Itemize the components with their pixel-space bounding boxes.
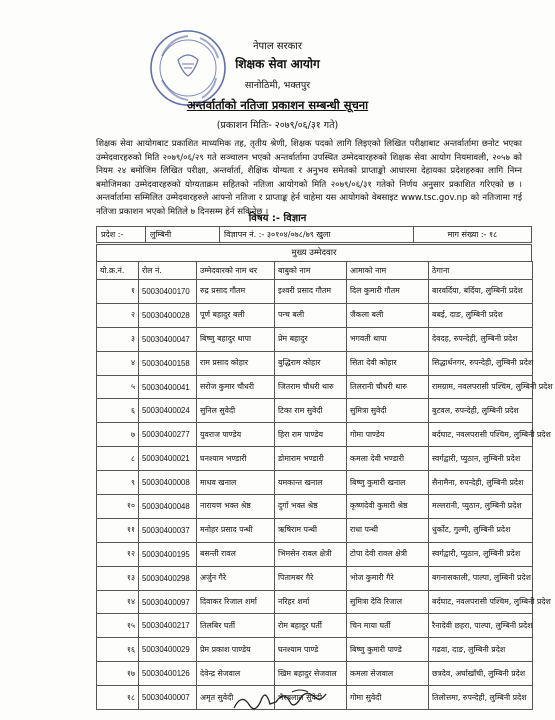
candidate-name: अर्जुन गैरे [197,566,275,590]
mother-name: भगवती थापा [347,327,429,351]
column-header: बाबुको नाम [275,262,347,280]
table-row [97,375,533,399]
serial-number: ८ [97,447,139,471]
notice-title: अन्तर्वार्ताको नतिजा प्रकाशन सम्बन्धी सूचना [186,98,369,112]
father-name: बुद्धिराम कोहार [275,351,347,375]
table-header-row [97,262,533,280]
father-name: इश्वरी प्रसाद गौतम [275,280,347,304]
father-name: यमकान्त खनाल [275,471,347,495]
government-name: नेपाल सरकार [253,41,302,52]
candidate-name: मनोहर प्रसाद पन्थी [197,518,275,542]
address: सैनामैना, रुपन्देही, लुम्बिनी प्रदेश [429,471,533,495]
father-name: ऋषिराम पन्थी [275,518,347,542]
mother-name: सुमित्रा देवि रिजाल [347,590,429,614]
mother-name: टोपा देवी रावल क्षेत्री [347,542,429,566]
table-row [97,638,533,662]
mother-name: गोमा पाण्डेय [347,423,429,447]
roll-number: 50030400170 [139,280,197,304]
address: मल्लरानी, प्युठान, लुम्बिनी प्रदेश [429,495,533,519]
father-name: नरिहर शर्मा [275,590,347,614]
candidate-name: नारायण भक्त श्रेष्ठ [197,495,275,519]
mother-name: कमला देवी भण्डारी [347,447,429,471]
address: बगनासकाली, पाल्पा, लुम्बिनी प्रदेश [429,566,533,590]
roll-number: 50030400195 [139,542,197,566]
mother-name: तिलरानी चौधरी थारु [347,375,429,399]
column-header: यो.क्र.नं. [97,262,139,280]
father-name: डोमाराम भण्डारी [275,447,347,471]
table-row [97,662,533,686]
candidate-name: बिष्णु बहादुर थापा [197,327,275,351]
address: बारवर्दिया, बर्दिया, लुम्बिनी प्रदेश [429,280,533,304]
results-table [96,261,553,710]
commission-name: शिक्षक सेवा आयोग [235,57,320,71]
table-row [97,303,533,327]
mother-name: गोमा सुवेदी [347,686,429,710]
serial-number: १६ [97,638,139,662]
table-row [97,327,533,351]
serial-number: ९ [97,471,139,495]
roll-number: 50030400028 [139,303,197,327]
address: स्वर्गद्वारी, प्युठान, लुम्बिनी प्रदेश [429,447,533,471]
advertisement-info-table [96,226,532,243]
father-name: भिमसेन रावल क्षेत्री [275,542,347,566]
table-row [97,399,533,423]
table-row [97,566,533,590]
father-name: खिम बहादुर सेजवाल [275,662,347,686]
mother-name: बिष्णु कुमारी खनाल [347,471,429,495]
roll-number: 50030400021 [139,447,197,471]
notice-paragraph: शिक्षक सेवा आयोगबाट प्रकाशित माध्यमिक तह, तृतीय श्रेणी, शिक्षक पदको लागि लिइएको लिखित परीक्षाबाट अन्तर्वार्तामा छनोट भएका उम्मेदवारहरुको मिति २०७९/०६/२९ गते सञ्चालन भएको अन्तर्वार्तामा उपस्थित उम्मेदवारहरुको शिक्षक सेवा आयोग नियमावली, २०५७ को नियम २४ बमोजिम लिखित परीक्षा, अन्तर्वार्ता, शैक्षिक योग्यता र अनुभव समेतको प्राप्ताङ्को आधारमा देहायका प्रदेशहरुका लागि निम्न बमोजिमका उम्मेदवारहरुको योग्यताक्रम सहितको नतिजा आयोगको मिति २०७९/०६/३१ गतेको निर्णय अनुसार प्रकाशित गरिएको छ । अन्तर्वार्तामा सम्मिलित उम्मेदवारहरुले आफ्नो नतिजा र प्राप्ताङ्क हेर्न चाहेमा यस आयोगको वेबसाइट www.tsc.gov.np को नतिजामा गई नतिजा प्रकाशन भएको मितिले ७ दिनसम्म हेर्न सकिनेछ । [96,139,522,217]
serial-number: १२ [97,542,139,566]
father-name: दुर्गा भक्त श्रेष्ठ [275,495,347,519]
table-row [97,447,533,471]
mother-name: कमला सेजवाल [347,662,429,686]
candidate-name: युवराज पाण्डेय [197,423,275,447]
serial-number: १७ [97,662,139,686]
mother-name: भोज कुमारी गैरे [347,566,429,590]
column-header: उम्मेदवारको नाम थर [197,262,275,280]
serial-number: ६ [97,399,139,423]
father-name: प्रेम बहादुर [275,327,347,351]
table-row [97,280,533,304]
mother-name: चिन माया घर्ती [347,614,429,638]
address: धुर्कोट, गुल्मी, लुम्बिनी प्रदेश [429,518,533,542]
serial-number: २ [97,303,139,327]
address: देवदह, रुपन्देही, लुम्बिनी प्रदेश [429,327,533,351]
candidate-name: बसन्ती रावल [197,542,275,566]
address: स्वर्गद्वारी, प्युठान, लुम्बिनी प्रदेश [429,542,533,566]
candidate-name: देवेन्द्र सेजवाल [197,662,275,686]
serial-number: ४ [97,351,139,375]
candidate-name: प्रेम प्रकाश पाण्डेय [197,638,275,662]
roll-number: 50030400048 [139,495,197,519]
candidate-name: अमृत सुवेदी [197,686,275,710]
table-row [97,518,533,542]
publish-date: (प्रकाशन मितिः- २०७९/०६/३१ गते) [216,120,339,131]
candidate-name: घनश्याम भण्डारी [197,447,275,471]
roll-number: 50030400024 [139,399,197,423]
table-row [97,495,533,519]
column-header: आमाको नाम [347,262,429,280]
candidate-name: माधव खनाल [197,471,275,495]
mother-name: कृष्णदेवी कुमारी श्रेष्ठ [347,495,429,519]
address: रामग्राम, नवलपरासी पश्चिम, लुम्बिनी प्रदेश [429,375,533,399]
father-name: भैरबलाल सुवेदी [275,686,347,710]
serial-number: ३ [97,327,139,351]
pradesh-value: लुम्बिनी [146,227,220,243]
address: बुटवल, रुपन्देही, लुम्बिनी प्रदेश [429,399,533,423]
roll-number: 50030400041 [139,375,197,399]
serial-number: १० [97,495,139,519]
father-name: घनश्याम पाण्डे [275,638,347,662]
father-name: रोम बहादुर घर्ती [275,614,347,638]
list-title: मुख्य उम्मेदवार [96,244,532,261]
mother-name: सिता देवी कोहार [347,351,429,375]
table-row [97,590,533,614]
pradesh-label: प्रदेश :- [97,227,146,243]
column-header: ठेगाना [429,262,533,280]
candidate-name: राम प्रसाद कोहार [197,351,275,375]
address: तिलोत्तमा, रुपन्देही, लुम्बिनी प्रदेश [429,686,533,710]
candidate-name: पूर्ण बहादुर बली [197,303,275,327]
roll-number: 50030400277 [139,423,197,447]
roll-number: 50030400126 [139,662,197,686]
table-row [97,542,533,566]
candidate-name: सुनिल सुवेदी [197,399,275,423]
address: छत्रदेव, अर्घाखाँची, लुम्बिनी प्रदेश [429,662,533,686]
mother-name: बिष्णु कुमारी पाण्डे [347,638,429,662]
roll-number: 50030400008 [139,471,197,495]
candidate-name: रुद्र प्रसाद गौतम [197,280,275,304]
roll-number: 50030400037 [139,518,197,542]
father-name: पितामबर गैरे [275,566,347,590]
mother-name: सुमित्रा सुवेदी [347,399,429,423]
father-name: टिका राम सुवेदी [275,399,347,423]
serial-number: ७ [97,423,139,447]
father-name: हिरा राम पाण्डेय [275,423,347,447]
advertisement-number: विज्ञापन नं. :- ३०१०४/०७८/७९ खुला [220,227,414,243]
address: रैनादेवी छहरा, पाल्पा, लुम्बिनी प्रदेश [429,614,533,638]
candidate-name: सरोज कुमार चौधरी [197,375,275,399]
serial-number: १४ [97,590,139,614]
table-row [97,351,533,375]
father-name: पन्च बली [275,303,347,327]
roll-number: 50030400007 [139,686,197,710]
candidate-name: दिवाकर रिजाल शर्मा [197,590,275,614]
subject-heading: विषय :- विज्ञान [248,213,307,224]
roll-number: 50030400047 [139,327,197,351]
address: बर्दघाट, नवलपरासी पश्चिम, लुम्बिनी प्रदेश [429,590,533,614]
serial-number: १ [97,280,139,304]
office-location: सानोठिमी, भक्तपुर [244,80,311,91]
results-table-body [97,280,553,710]
roll-number: 50030400097 [139,590,197,614]
address: सिद्धार्थनगर, रुपन्देही, लुम्बिनी प्रदेश [429,351,533,375]
roll-number: 50030400217 [139,614,197,638]
table-row [97,471,533,495]
serial-number: १८ [97,686,139,710]
address: बर्दघाट, नवलपरासी पश्चिम, लुम्बिनी प्रदेश [429,423,533,447]
serial-number: ११ [97,518,139,542]
signature [230,684,330,714]
mother-name: दिल कुमारी गौतम [347,280,429,304]
serial-number: १३ [97,566,139,590]
father-name: जितराम चौधरी थारु [275,375,347,399]
mother-name: राधा पन्थी [347,518,429,542]
roll-number: 50030400298 [139,566,197,590]
roll-number: 50030400158 [139,351,197,375]
roll-number: 50030400029 [139,638,197,662]
demand-count: माग संख्या :- १८ [414,227,532,243]
serial-number: ५ [97,375,139,399]
table-row [97,423,533,447]
address: गढवा, दाङ, लुम्बिनी प्रदेश [429,638,533,662]
candidate-name: तिलबिर घर्ती [197,614,275,638]
table-row [97,614,533,638]
column-header: रोल नं. [139,262,197,280]
address: बबई, दाङ, लुम्बिनी प्रदेश [429,303,533,327]
serial-number: १५ [97,614,139,638]
mother-name: जैकला बली [347,303,429,327]
